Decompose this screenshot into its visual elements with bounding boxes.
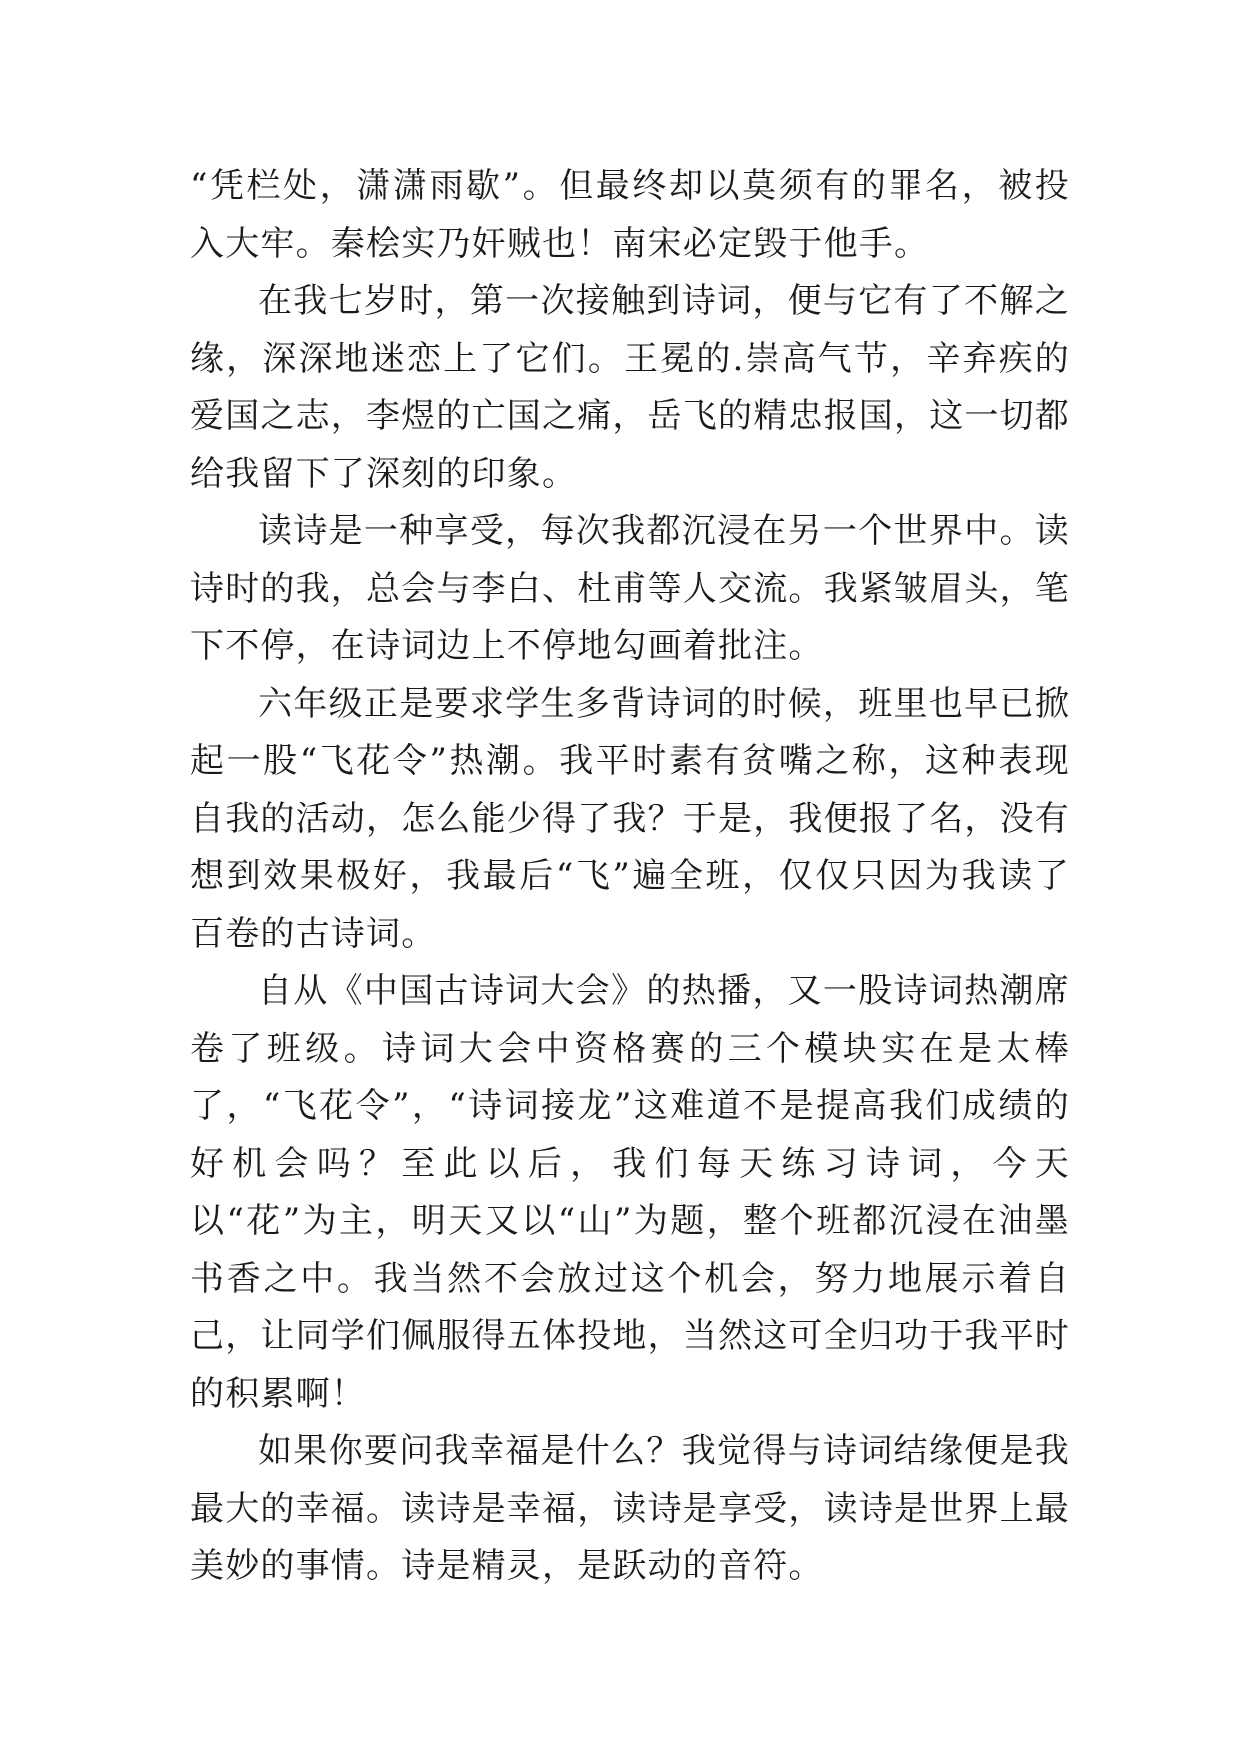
paragraph-4: 六年级正是要求学生多背诗词的时候，班里也早已掀起一股“飞花令”热潮。我平时素有贫嘴之称，这种表现自我的活动，怎么能少得了我？于是，我便报了名，没有想到效果极好，我最后“飞”遍全班，仅仅只因为我读了百卷的古诗词。 — [190, 683, 1070, 954]
paragraph-1: “凭栏处，潇潇雨歇”。但最终却以莫须有的罪名，被投入大牢。秦桧实乃奸贼也！南宋必定毁于他手。 — [190, 166, 1070, 264]
paragraph-6: 如果你要问我幸福是什么？我觉得与诗词结缘便是我最大的幸福。读诗是幸福，读诗是享受，读诗是世界上最美妙的事情。诗是精灵，是跃动的音符。 — [190, 1431, 1070, 1586]
paragraph-3: 读诗是一种享受，每次我都沉浸在另一个世界中。读诗时的我，总会与李白、杜甫等人交流。我紧皱眉头，笔下不停，在诗词边上不停地勾画着批注。 — [190, 511, 1070, 666]
document-body — [190, 158, 1070, 1596]
paragraph-2: 在我七岁时，第一次接触到诗词，便与它有了不解之缘，深深地迷恋上了它们。王冕的.崇高气节，辛弃疾的爱国之志，李煜的亡国之痛，岳飞的精忠报国，这一切都给我留下了深刻的印象。 — [190, 281, 1070, 494]
paragraph-5: 自从《中国古诗词大会》的热播，又一股诗词热潮席卷了班级。诗词大会中资格赛的三个模块实在是太棒了，“飞花令”，“诗词接龙”这难道不是提高我们成绩的好机会吗？至此以后，我们每天练习诗词，今天以“花”为主，明天又以“山”为题，整个班都沉浸在油墨书香之中。我当然不会放过这个机会，努力地展示着自己，让同学们佩服得五体投地，当然这可全归功于我平时的积累啊！ — [190, 971, 1070, 1414]
